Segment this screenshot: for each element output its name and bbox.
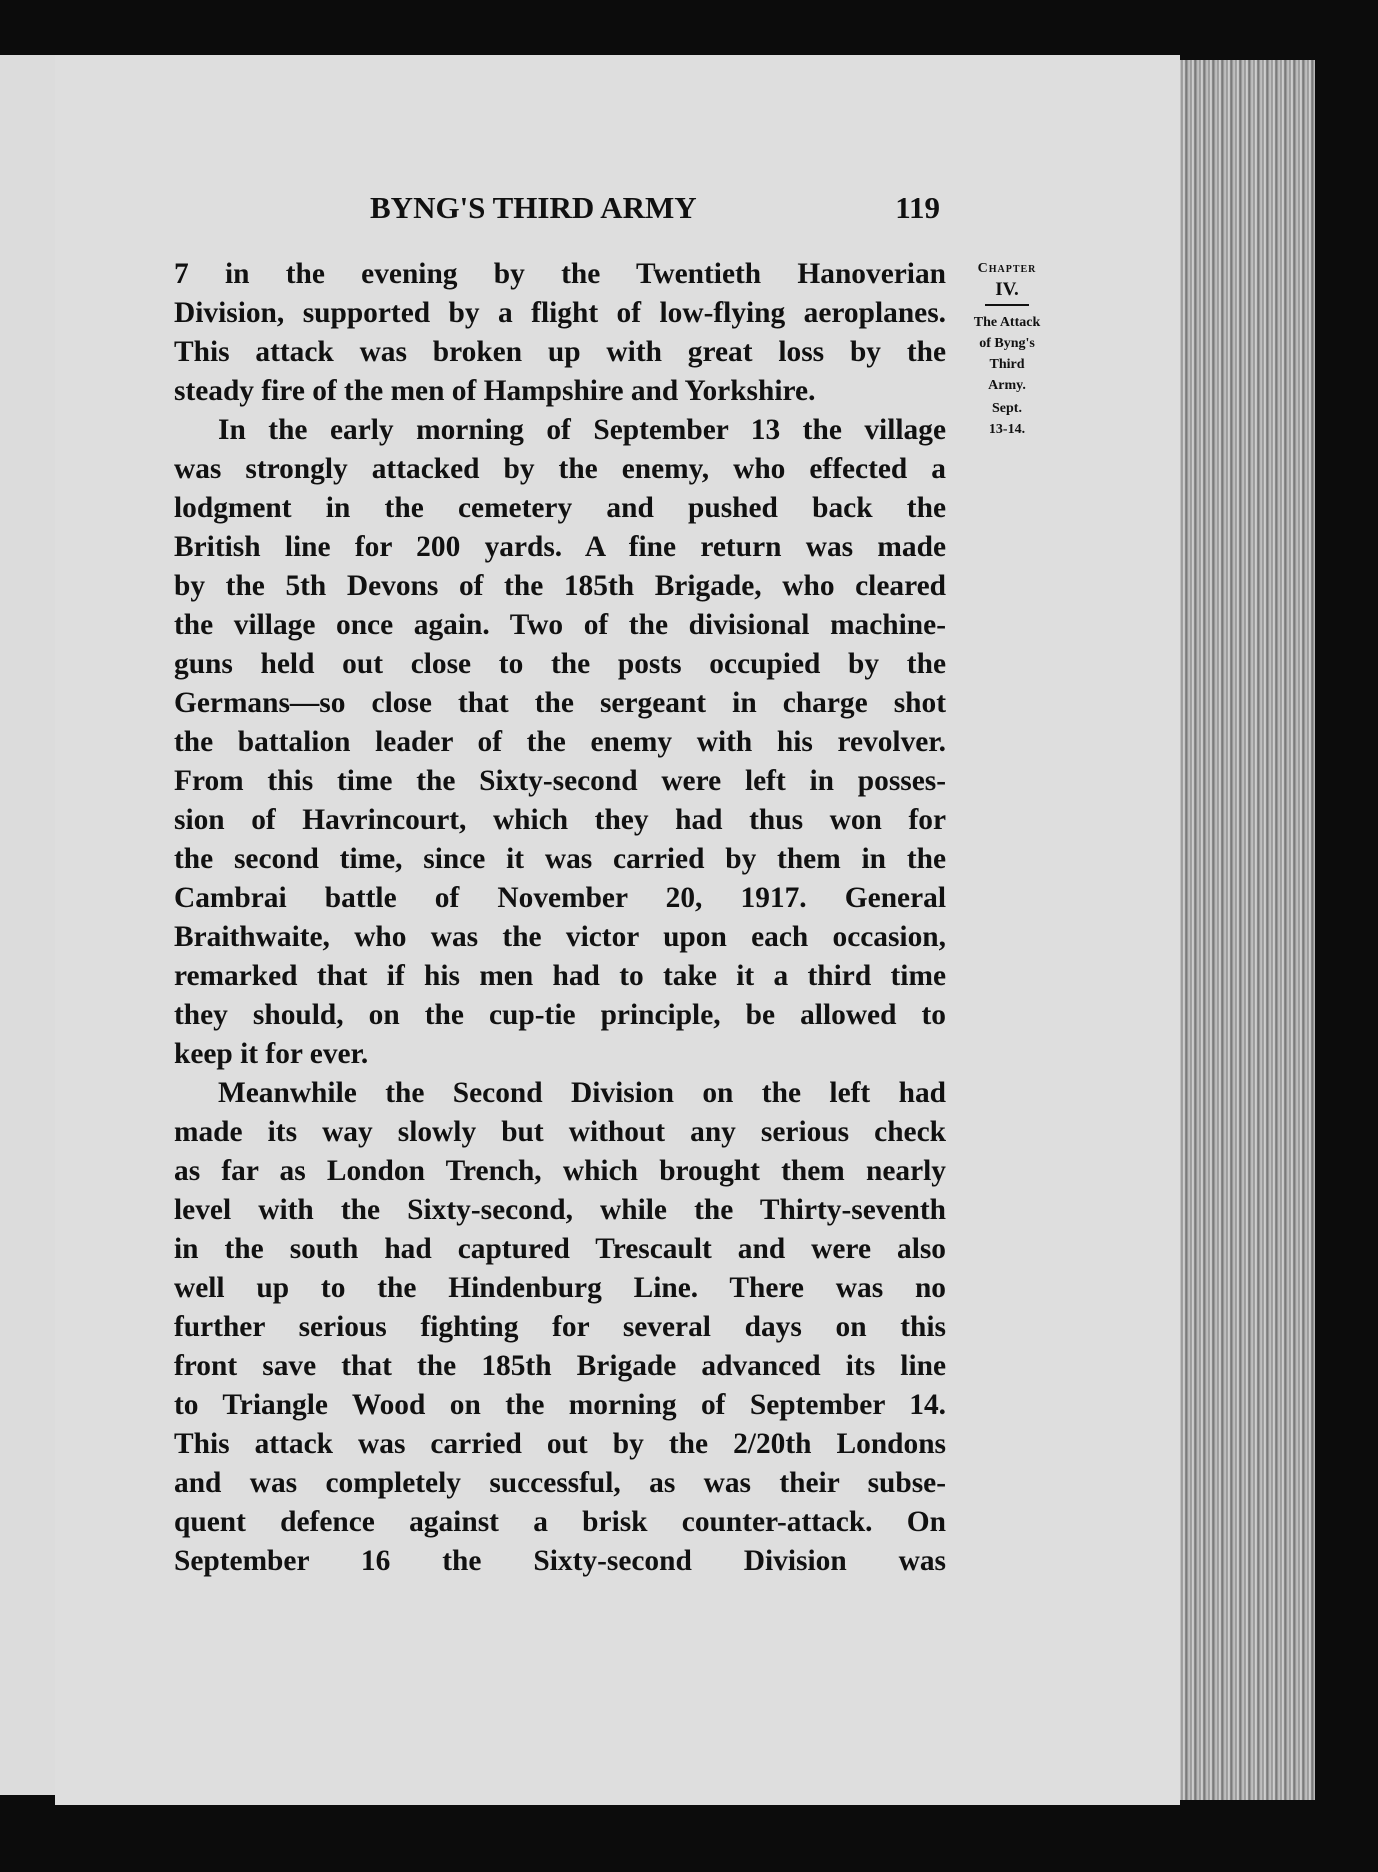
text-line: quent defence against a brisk counter-attack. On xyxy=(174,1506,946,1538)
text-line: steady fire of the men of Hampshire and Yorkshire. xyxy=(174,375,816,407)
text-line: This attack was broken up with great loss by the xyxy=(174,336,946,368)
text-line: keep it for ever. xyxy=(174,1038,369,1070)
running-title: BYNG'S THIRD ARMY xyxy=(370,190,697,225)
text-line: In the early morning of September 13 the village xyxy=(218,414,946,446)
text-line: lodgment in the cemetery and pushed back the xyxy=(174,492,946,524)
text-line: From this time the Sixty-second were left in posses- xyxy=(174,765,946,797)
text-line: September 16 the Sixty-second Division was xyxy=(174,1545,946,1577)
text-line: British line for 200 yards. A fine return was made xyxy=(174,531,946,563)
text-line: further serious fighting for several days on this xyxy=(174,1311,946,1343)
text-line: 7 in the evening by the Twentieth Hanoverian xyxy=(174,258,946,290)
text-line: was strongly attacked by the enemy, who effected a xyxy=(174,453,946,485)
margin-note-line: of Byng's xyxy=(979,336,1035,351)
text-line: guns held out close to the posts occupied by the xyxy=(174,648,946,680)
text-line: made its way slowly but without any serious check xyxy=(174,1116,946,1148)
margin-rule xyxy=(985,304,1029,306)
text-line: they should, on the cup-tie principle, be allowed to xyxy=(174,999,946,1031)
text-line: Meanwhile the Second Division on the left had xyxy=(218,1077,946,1109)
page-block-edges xyxy=(1180,60,1315,1800)
text-line: level with the Sixty-second, while the Thirty-seventh xyxy=(174,1194,946,1226)
text-line: the village once again. Two of the divisional machine- xyxy=(174,609,946,641)
body-text xyxy=(174,255,946,1581)
chapter-number: IV. xyxy=(995,279,1019,300)
margin-note-line: Army. xyxy=(988,378,1026,393)
text-line: sion of Havrincourt, which they had thus won for xyxy=(174,804,946,836)
text-line: Division, supported by a flight of low-flying aeroplanes. xyxy=(174,297,946,329)
text-line: to Triangle Wood on the morning of September 14. xyxy=(174,1389,946,1421)
text-line: by the 5th Devons of the 185th Brigade, who cleared xyxy=(174,570,946,602)
margin-date-line: 13-14. xyxy=(988,422,1026,437)
text-line: in the south had captured Trescault and were also xyxy=(174,1233,946,1265)
text-line: Braithwaite, who was the victor upon each occasion, xyxy=(174,921,946,953)
text-line: This attack was carried out by the 2/20th Londons xyxy=(174,1428,946,1460)
text-line: well up to the Hindenburg Line. There was no xyxy=(174,1272,946,1304)
margin-date-line: Sept. xyxy=(992,401,1022,416)
text-line: remarked that if his men had to take it a third time xyxy=(174,960,946,992)
text-line: Germans—so close that the sergeant in charge shot xyxy=(174,687,946,719)
page-number: 119 xyxy=(895,190,940,225)
margin-note-line: Third xyxy=(989,357,1025,372)
text-line: front save that the 185th Brigade advanced its line xyxy=(174,1350,946,1382)
chapter-label: Chapter xyxy=(977,261,1037,276)
margin-note-line: The Attack xyxy=(973,315,1041,330)
facing-page-edge xyxy=(0,55,61,1795)
marginal-notes xyxy=(952,258,1062,440)
running-header xyxy=(370,190,940,230)
text-line: as far as London Trench, which brought them nearly xyxy=(174,1155,946,1187)
text-line: the second time, since it was carried by them in the xyxy=(174,843,946,875)
text-line: and was completely successful, as was their subse- xyxy=(174,1467,946,1499)
text-line: Cambrai battle of November 20, 1917. General xyxy=(174,882,946,914)
text-line: the battalion leader of the enemy with his revolver. xyxy=(174,726,946,758)
